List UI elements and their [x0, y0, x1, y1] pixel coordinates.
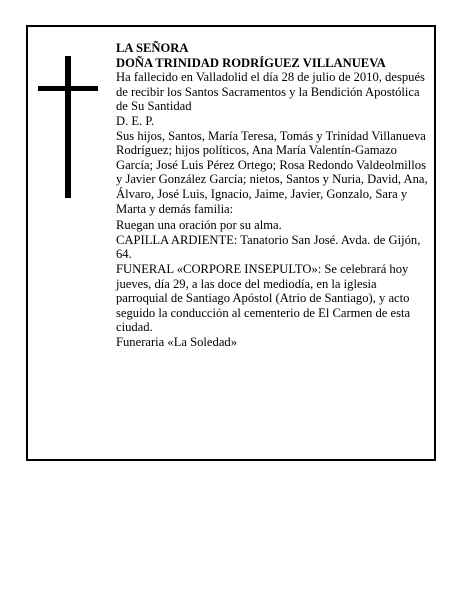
notice-heading: LA SEÑORA	[116, 41, 189, 55]
cross-horizontal-bar	[38, 86, 98, 91]
death-statement: Ha fallecido en Valladolid el día 28 de julio de 2010, después de recibir los Santos Sacramentos y la Bendición Apostólica de Su Santidad	[116, 70, 425, 114]
deceased-name: DOÑA TRINIDAD RODRÍGUEZ VILLANUEVA	[116, 55, 386, 70]
rest-in-peace: D. E. P.	[116, 113, 155, 128]
latin-cross-icon	[38, 56, 98, 198]
notice-text	[116, 41, 428, 349]
funeral-home: Funeraria «La Soledad»	[116, 334, 237, 349]
chapel-info: CAPILLA ARDIENTE: Tanatorio San José. Avda. de Gijón, 64.	[116, 232, 421, 262]
prayer-request: Ruegan una oración por su alma.	[116, 218, 282, 233]
obituary-notice	[26, 25, 436, 461]
funeral-info: FUNERAL «CORPORE INSEPULTO»: Se celebrará hoy jueves, día 29, a las doce del mediodía, en la iglesia parroquial de Santiago Apóstol (Atrio de Santiago), y acto seguido la conducción al cementerio de El Carmen de esta ciudad.	[116, 261, 411, 335]
family-list: Sus hijos, Santos, María Teresa, Tomás y Trinidad Villanueva Rodríguez; hijos políticos, Ana María Valentín-Gamazo García; José Luis Pérez Ortego; Rosa Redondo Valdeolmillos y Javier González García; nietos, Santos y Nuria, David, Ana, Álvaro, José Luis, Ignacio, Jaime, Javier, Gonzalo, Sara y Marta y demás familia:	[116, 128, 428, 216]
cross-vertical-bar	[65, 56, 71, 198]
